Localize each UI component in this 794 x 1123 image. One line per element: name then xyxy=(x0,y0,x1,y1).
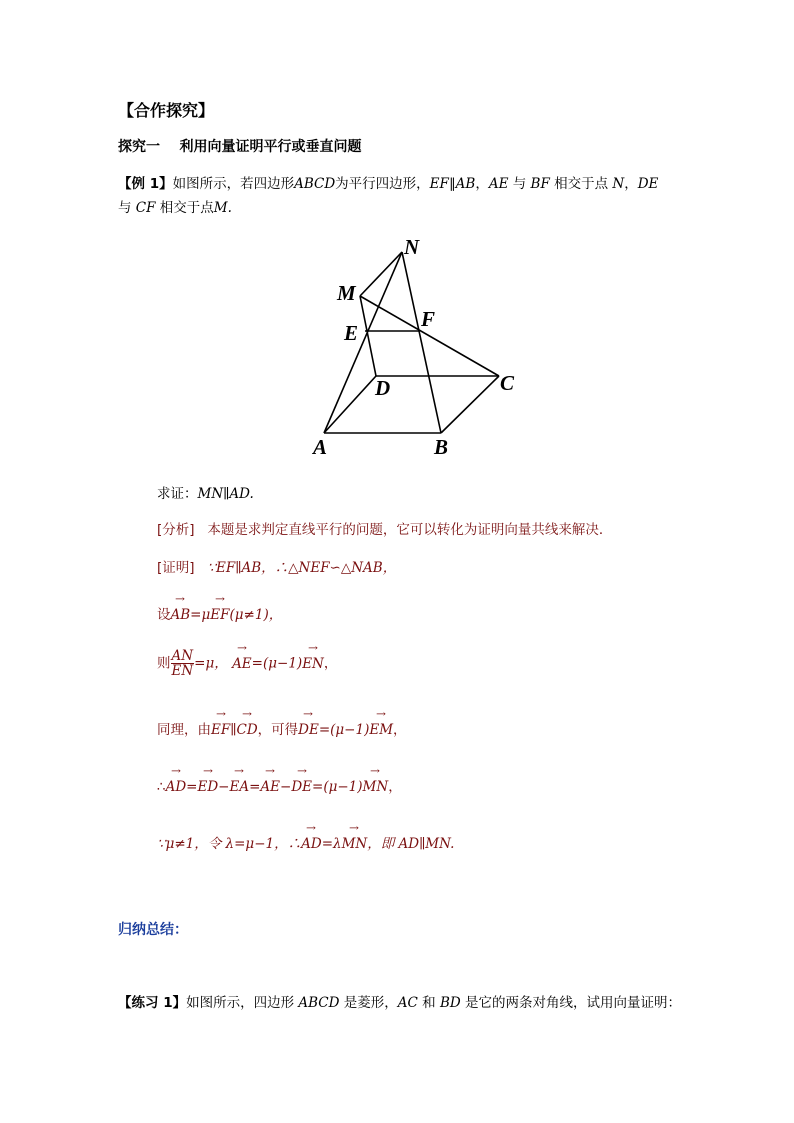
analysis-line xyxy=(157,518,612,538)
proof-text: =(μ−1) xyxy=(318,722,370,738)
proof-text: =(μ−1) xyxy=(312,779,363,795)
example1-text: 为平行四边形， xyxy=(335,176,430,192)
proof-text: − xyxy=(280,779,292,795)
proof-text: ，可得 xyxy=(257,722,299,738)
line-MN xyxy=(360,252,402,296)
analysis-text: 本题是求判定直线平行的问题，它可以转化为证明向量共线来解决． xyxy=(207,522,613,538)
explore-label: 探究一 xyxy=(118,139,160,155)
proof-line-4 xyxy=(157,718,407,738)
proof-text: =(μ−1) xyxy=(251,655,303,672)
prove-line xyxy=(157,482,254,502)
proof-text: ， xyxy=(393,722,407,738)
proof-text: (μ≠1)， xyxy=(229,607,283,623)
section-title: 【合作探究】 xyxy=(118,101,215,120)
vector-MN: → MN xyxy=(342,836,368,852)
proof-text: = xyxy=(249,779,261,795)
label-C: C xyxy=(500,371,515,395)
proof-line-3 xyxy=(157,649,337,678)
example1-math: CF xyxy=(135,200,156,216)
label-D: D xyxy=(375,376,391,400)
vector-EF: → EF xyxy=(211,722,230,738)
exercise1-text: 是它的两条对角线，试用向量证明： xyxy=(465,995,681,1011)
edge-AD xyxy=(324,376,376,433)
exercise1-math: BD xyxy=(439,995,461,1011)
proof-text: ∥ xyxy=(230,722,237,738)
proof-text: =μ xyxy=(190,607,211,623)
exercise1-math: AC xyxy=(397,995,418,1011)
proof-text: ， xyxy=(388,779,402,795)
example1-line1 xyxy=(118,172,658,192)
geometry-figure xyxy=(300,228,540,463)
summary-heading: 归纳总结： xyxy=(118,922,188,938)
example1-math: AB xyxy=(455,176,476,192)
proof-text: ， xyxy=(323,655,338,672)
exercise1-text: 如图所示，四边形 xyxy=(186,995,295,1011)
vector-MN: → MN xyxy=(363,779,389,795)
fraction-AN-EN xyxy=(171,649,195,678)
example1-text: 相交于点 xyxy=(159,200,214,216)
vector-AD: → AD xyxy=(166,779,187,795)
example1-math: ABCD xyxy=(294,176,336,192)
exercise1-text: 是菱形， xyxy=(343,995,398,1011)
fraction-numerator: AN xyxy=(171,648,194,664)
exercise1-line xyxy=(118,991,681,1011)
example1-text: 相交于点 xyxy=(554,176,609,192)
example1-math: DE xyxy=(637,176,659,192)
proof-line-1 xyxy=(157,556,396,576)
vector-EM: → EM xyxy=(369,722,393,738)
label-E: E xyxy=(344,321,359,345)
vector-AD: → AD xyxy=(301,836,322,852)
line-AN xyxy=(324,252,402,433)
example1-text: ∥ xyxy=(448,176,456,192)
proof-text: = xyxy=(186,779,198,795)
example1-math: BF xyxy=(530,176,550,192)
example1-text: ， xyxy=(624,176,638,192)
proof-text: ∵μ≠1，令 λ=μ−1，∴ xyxy=(157,836,302,852)
example1-math: EF xyxy=(429,176,449,192)
proof-line-5 xyxy=(157,775,402,795)
exercise1-tag: 【练习 1】 xyxy=(118,995,187,1011)
vector-EA: → EA xyxy=(229,779,249,795)
label-N: N xyxy=(404,235,420,259)
line-BN xyxy=(402,252,441,433)
proof-text: ∵EF∥AB，∴△NEF∽△NAB， xyxy=(207,560,397,576)
fraction-denominator: EN xyxy=(171,663,194,680)
proof-text: ，即 AD∥MN. xyxy=(367,836,455,852)
proof-text: − xyxy=(218,779,230,795)
proof-text: =μ， xyxy=(194,655,228,672)
vector-DE: → DE xyxy=(291,779,312,795)
vector-DE: → DE xyxy=(298,722,319,738)
label-B: B xyxy=(434,435,449,459)
label-A: A xyxy=(313,435,328,459)
label-F: F xyxy=(421,307,436,331)
proof-text: =λ xyxy=(321,836,342,852)
proof-text: 设 xyxy=(157,607,171,623)
label-M: M xyxy=(337,281,356,305)
example1-text: 如图所示，若四边形 xyxy=(172,176,295,192)
vector-AE: → AE xyxy=(232,656,252,672)
line-MD xyxy=(360,296,376,376)
vector-CD: → CD xyxy=(236,722,257,738)
analysis-tag: [分析] xyxy=(157,522,195,538)
exercise1-math: ABCD xyxy=(298,995,340,1011)
example1-math: AE xyxy=(488,176,509,192)
example1-text: ， xyxy=(475,176,489,192)
example1-math: M. xyxy=(213,200,232,216)
prove-statement: MN∥AD. xyxy=(197,486,254,502)
vector-EN: → EN xyxy=(302,656,324,672)
vector-ED: → ED xyxy=(197,779,218,795)
example1-text: 与 xyxy=(118,200,132,216)
example1-tag: 【例 1】 xyxy=(118,176,173,192)
example1-math: N xyxy=(612,176,625,192)
explore-title: 利用向量证明平行或垂直问题 xyxy=(179,139,362,155)
edge-BC xyxy=(441,376,499,433)
prove-prefix: 求证： xyxy=(157,486,198,502)
vector-AE: → AE xyxy=(260,779,280,795)
vector-AB: → AB xyxy=(171,607,191,623)
proof-text: 同理，由 xyxy=(157,722,211,738)
example1-text: 与 xyxy=(512,176,527,192)
explore-heading xyxy=(118,136,362,156)
proof-line-2 xyxy=(157,603,282,623)
vector-EF: → EF xyxy=(210,607,229,623)
proof-text: 则 xyxy=(157,655,171,672)
proof-text: ∴ xyxy=(157,779,166,795)
proof-line-6 xyxy=(157,832,454,852)
exercise1-text: 和 xyxy=(422,995,436,1011)
example1-line2 xyxy=(118,196,232,216)
proof-tag: [证明] xyxy=(157,560,195,576)
